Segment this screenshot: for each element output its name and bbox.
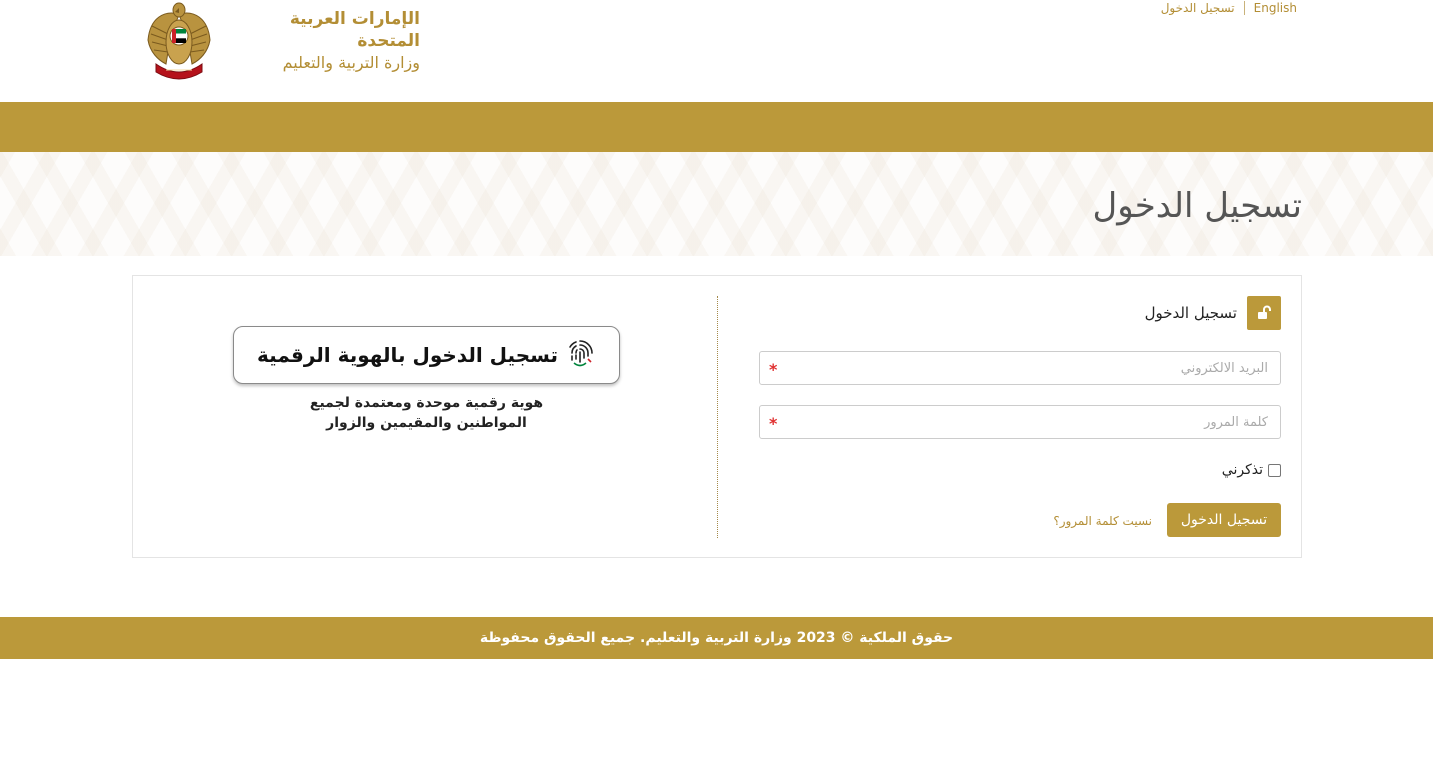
logo-country-name: الإمارات العربية المتحدة [289, 9, 420, 51]
password-field-wrapper [759, 405, 1281, 439]
login-button[interactable]: تسجيل الدخول [1167, 503, 1281, 537]
uae-pass-label: تسجيل الدخول بالهوية الرقمية [257, 343, 558, 367]
ministry-logo-text [228, 8, 420, 74]
card-divider [717, 296, 718, 538]
page-title: تسجيل الدخول [1092, 186, 1302, 226]
site-footer [0, 617, 1433, 659]
uae-pass-desc-line1: هوية رقمية موحدة ومعتمدة لجميع [309, 395, 544, 411]
remember-me[interactable] [1222, 462, 1281, 478]
top-login-link[interactable]: تسجيل الدخول [1160, 1, 1235, 15]
uae-pass-desc-line2: المواطنين والمقيمين والزوار [326, 415, 527, 431]
email-required-marker: * [769, 360, 778, 379]
remember-label: تذكرني [1221, 462, 1263, 478]
nav-bar [0, 102, 1433, 152]
uae-emblem-icon[interactable] [144, 0, 214, 82]
remember-checkbox[interactable] [1268, 464, 1281, 477]
unlock-icon [1247, 296, 1281, 330]
english-language-link[interactable]: English [1253, 1, 1297, 15]
site-header [0, 0, 1433, 102]
password-required-marker: * [769, 414, 778, 433]
email-field-wrapper [759, 351, 1281, 385]
fingerprint-icon [564, 337, 596, 373]
logo-ministry-name: وزارة التربية والتعليم [282, 53, 420, 72]
uae-pass-description [233, 393, 620, 433]
forgot-password-link[interactable]: نسيت كلمة المرور؟ [1053, 514, 1152, 528]
email-input[interactable] [760, 352, 1280, 384]
top-links [1161, 0, 1297, 16]
copyright-text: حقوق الملكية © 2023 وزارة التربية والتعليم. جميع الحقوق محفوظة [479, 630, 954, 646]
login-form-heading: تسجيل الدخول [1144, 304, 1237, 322]
password-input[interactable] [760, 406, 1280, 438]
uae-pass-button[interactable] [233, 326, 620, 384]
link-divider [1244, 1, 1245, 15]
